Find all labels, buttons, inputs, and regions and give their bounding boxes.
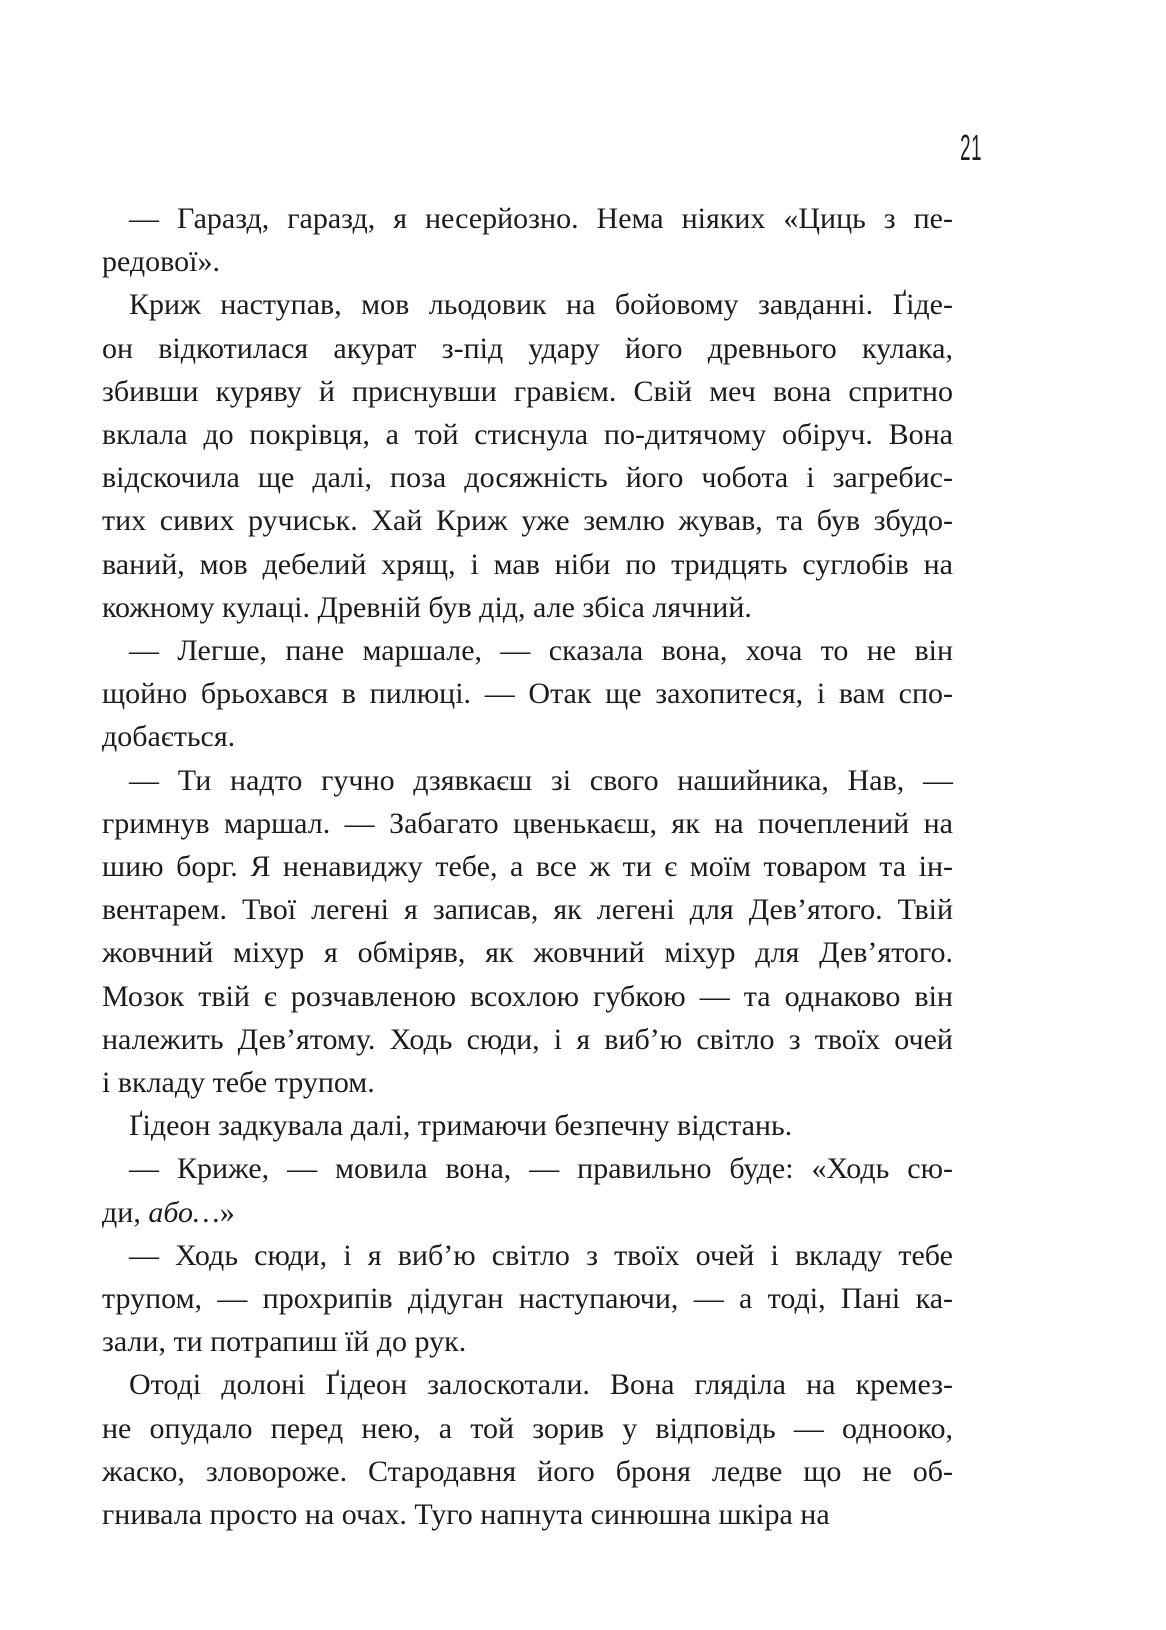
text-segment: ди, bbox=[102, 1195, 149, 1229]
text-segment: гнивала просто на очах. Туго напнута синюшна шкіра на bbox=[102, 1498, 830, 1532]
text-line bbox=[102, 499, 953, 542]
text-line bbox=[102, 802, 953, 845]
text-segment: гримнув маршал. — Забагато цвенькаєш, як на почеплений на bbox=[102, 806, 953, 840]
text-segment: відскочила ще далі, поза досяжність його чобота і загребис- bbox=[102, 461, 953, 495]
text-segment: тих сивих ручиськ. Хай Криж уже землю жував, та був збудо- bbox=[102, 504, 953, 538]
text-line bbox=[102, 1147, 953, 1190]
text-line bbox=[102, 759, 953, 802]
text-segment: шию борг. Я ненавиджу тебе, а все ж ти є моїм товаром та ін- bbox=[102, 850, 953, 884]
text-line bbox=[102, 931, 953, 974]
text-line bbox=[102, 283, 953, 326]
text-line bbox=[102, 370, 953, 413]
text-segment: належить Дев’ятому. Ходь сюди, і я виб’ю світло з твоїх очей bbox=[102, 1022, 953, 1056]
text-line bbox=[102, 197, 953, 240]
text-segment: жовчний міхур я обміряв, як жовчний міхур для Дев’ятого. bbox=[102, 936, 953, 970]
text-line bbox=[102, 1234, 953, 1277]
text-segment: добається. bbox=[102, 720, 236, 754]
text-segment: » bbox=[219, 1195, 235, 1229]
text-segment: Ґідеон задкувала далі, тримаючи безпечну відстань. bbox=[129, 1109, 793, 1143]
text-line bbox=[102, 888, 953, 931]
text-line bbox=[102, 1018, 953, 1061]
text-segment: і вкладу тебе трупом. bbox=[102, 1066, 375, 1100]
text-segment: — Ти надто гучно дзявкаєш зі свого нашийника, Нав, — bbox=[129, 763, 953, 797]
text-segment: ваний, мов дебелий хрящ, і мав ніби по тридцять суглобів на bbox=[102, 547, 953, 581]
text-line bbox=[102, 1104, 953, 1147]
text-block bbox=[102, 197, 953, 1536]
text-line bbox=[102, 672, 953, 715]
text-segment: редової». bbox=[102, 245, 220, 279]
text-segment: кожному кулаці. Древній був дід, але збіса лячний. bbox=[102, 590, 752, 624]
text-line bbox=[102, 586, 953, 629]
text-line bbox=[102, 327, 953, 370]
text-line bbox=[102, 1493, 953, 1536]
text-line bbox=[102, 1191, 953, 1234]
text-line bbox=[102, 1450, 953, 1493]
text-segment: збивши куряву й приснувши гравієм. Свій меч вона спритно bbox=[102, 374, 953, 408]
italic-text-segment: або… bbox=[148, 1195, 220, 1229]
text-segment: трупом, — прохрипів дідуган наступаючи, — а тоді, Пані ка- bbox=[102, 1282, 953, 1316]
text-segment: — Легше, пане маршале, — сказала вона, хоча то не він bbox=[129, 634, 953, 668]
text-line bbox=[102, 240, 953, 283]
text-line bbox=[102, 413, 953, 456]
text-line bbox=[102, 1363, 953, 1406]
text-segment: вентарем. Твої легені я записав, як легені для Дев’ятого. Твій bbox=[102, 893, 953, 927]
text-line bbox=[102, 715, 953, 758]
page-number: 21 bbox=[960, 127, 982, 168]
text-segment: Мозок твій є розчавленою всохлою губкою — та однаково він bbox=[102, 979, 953, 1013]
text-segment: щойно брьохався в пилюці. — Отак ще захопитеся, і вам спо- bbox=[102, 677, 953, 711]
text-line bbox=[102, 1061, 953, 1104]
text-line bbox=[102, 845, 953, 888]
text-segment: вклала до покрівця, а той стиснула по-дитячому обіруч. Вона bbox=[102, 418, 953, 452]
text-segment: зали, ти потрапиш їй до рук. bbox=[102, 1325, 467, 1359]
text-line bbox=[102, 975, 953, 1018]
text-segment: — Ходь сюди, і я виб’ю світло з твоїх очей і вкладу тебе bbox=[129, 1238, 953, 1272]
text-line bbox=[102, 1277, 953, 1320]
text-segment: Отоді долоні Ґідеон залоскотали. Вона гляділа на кремез- bbox=[129, 1368, 953, 1402]
text-segment: он відкотилася акурат з-під удару його древнього кулака, bbox=[102, 331, 953, 365]
text-line bbox=[102, 1320, 953, 1363]
text-line bbox=[102, 629, 953, 672]
text-line bbox=[102, 456, 953, 499]
text-line bbox=[102, 543, 953, 586]
text-segment: не опудало перед нею, а той зорив у відповідь — однооко, bbox=[102, 1411, 953, 1445]
text-segment: — Гаразд, гаразд, я несерйозно. Нема ніяких «Циць з пе- bbox=[129, 202, 953, 235]
text-segment: жаско, зловороже. Стародавня його броня ледве що не об- bbox=[102, 1454, 953, 1488]
text-segment: Криж наступав, мов льодовик на бойовому завданні. Ґіде- bbox=[129, 288, 953, 322]
text-segment: — Криже, — мовила вона, — правильно буде: «Ходь сю- bbox=[129, 1152, 953, 1186]
text-line bbox=[102, 1407, 953, 1450]
